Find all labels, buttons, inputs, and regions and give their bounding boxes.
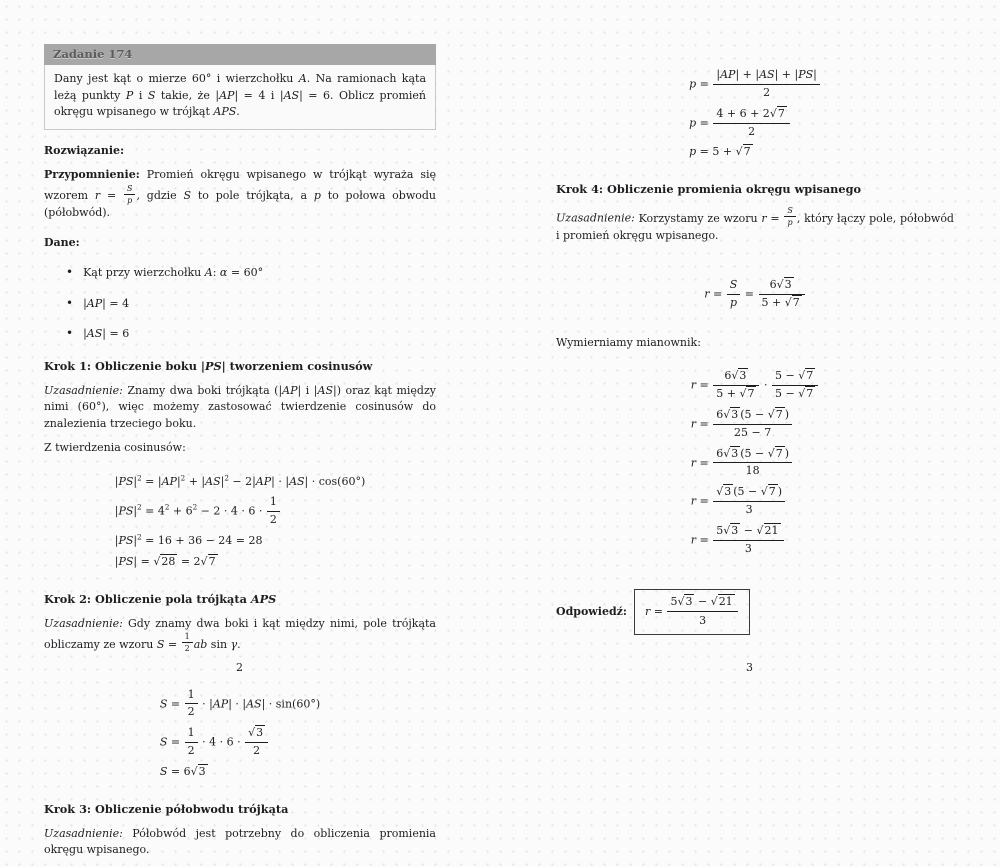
math-line: S = $\frac{1}{2}$ · |AP| · |AS| · sin(60°): [159, 687, 321, 719]
math-line: r = $\frac{6√3 (5 - √7 )}{18}$: [691, 447, 819, 480]
step2-math-block: [44, 682, 436, 786]
task-box: [44, 44, 436, 130]
step1-justification: [44, 383, 436, 433]
math-line: r = $\frac{6√3 (5 - √7 )}{25 - 7}$: [691, 408, 819, 441]
page-3: [556, 50, 954, 646]
list-item: • Kąt przy wierzchołku A: α = 60°: [66, 263, 436, 282]
step1-heading: Krok 1: Obliczenie boku |PS| tworzeniem cosinusów: [44, 358, 373, 373]
math-line: $|PS|^2 = 16 + 36 - 24 = 28$: [114, 532, 263, 548]
math-line: |PS| = √28 = 2√7: [114, 554, 216, 568]
justification-label: Uzasadnienie:: [44, 616, 123, 630]
answer-box: r = $\frac{5√3 - √21}{3}$: [634, 589, 750, 635]
math-line: S = $\frac{1}{2}$ · 4 · 6 · $\frac{√3}{2}$: [160, 726, 320, 759]
math-line: $|PS|^2 = |AP|^2 + |AS|^2 - 2|AP| \cdot |AS| \cdot \cos(60^\circ)$: [114, 472, 366, 488]
step4-heading: Krok 4: Obliczenie promienia okręgu wpisanego: [556, 182, 862, 197]
justification-label: Uzasadnienie:: [44, 383, 123, 397]
step1-math-block: [44, 469, 436, 576]
solution-heading: Rozwiązanie:: [44, 143, 125, 157]
math-line: p = 5 + √7: [689, 145, 751, 159]
math-line: p = $\frac{4 + 6 + 2√7}{2}$: [689, 107, 821, 140]
step2-justification: [44, 616, 436, 654]
justification-label: Uzasadnienie:: [556, 211, 635, 225]
reminder-text: Promień okręgu wpisanego w trójkąt wyraża się wzorem r = $\frac{S}{p}$ , gdzie S to pole trójkąta, a p to połowa obwodu (półobwód).: [44, 168, 437, 220]
step3-justification: [44, 826, 436, 859]
math-line: S = 6√3: [159, 764, 206, 778]
math-line: r = $\frac{√3 (5 - √7 )}{3}$: [691, 485, 819, 518]
data-list: [44, 263, 436, 343]
step1-intro: Z twierdzenia cosinusów:: [44, 441, 186, 455]
step3-heading: Krok 3: Obliczenie półobwodu trójkąta: [44, 801, 289, 816]
reminder-label: Przypomnienie:: [44, 168, 140, 182]
step2-heading: Krok 2: Obliczenie pola trójkąta APS: [44, 591, 277, 606]
data-heading: Dane:: [44, 235, 80, 249]
math-line: r = $\frac{5√3 - √21}{3}$: [691, 524, 819, 557]
answer-row: [556, 589, 954, 635]
math-line: $|PS|^2 = 4^2 + 6^2 - 2 \cdot 4 \cdot 6$ · $\frac{1}{2}$: [115, 495, 366, 528]
semiperimeter-math-block: [556, 62, 954, 166]
math-line: r = $\frac{6√3}{5 + √7}$ · $\frac{5 - √7}{5 - √7}$: [691, 369, 819, 402]
task-statement: Dany jest kąt o mierze 60° i wierzchołku A. Na ramionach kąta leżą punkty P i S takie, że |AP| = 4 i |AS| = 6. Oblicz promień okręgu wpisanego w trójkąt APS.: [44, 65, 436, 130]
rationalize-heading: Wymierniamy mianownik:: [556, 335, 701, 349]
list-item: • |AP| = 4: [66, 294, 436, 313]
rationalize-math-block: [556, 363, 954, 562]
task-header: Zadanie 174: [44, 44, 436, 65]
page-2: [44, 44, 436, 867]
step4-justification: [556, 206, 954, 244]
math-line: p = $\frac{|AP| + |AS| + |PS|}{2}$: [689, 68, 821, 101]
answer-label: Odpowiedź:: [556, 604, 627, 618]
page-number-2: 2: [236, 661, 243, 674]
page-number-3: 3: [746, 661, 753, 674]
radius-math-block: [556, 272, 954, 317]
justification-text: Znamy dwa boki trójkąta (|AP| i |AS|) oraz kąt między nimi (60°), więc możemy zastosować twierdzenie cosinusów do znalezienia trzeciego boku.: [44, 383, 436, 430]
justification-text: Korzystamy ze wzoru r = $\frac{S}{p}$ , który łączy pole, półobwód i promień okręgu wpisanego.: [556, 206, 954, 242]
justification-text: Półobwód jest potrzebny do obliczenia promienia okręgu wpisanego.: [44, 826, 436, 857]
math-line: r = $\frac{S}{p}$ = $\frac{6√3}{5 + √7}$: [704, 278, 805, 311]
justification-text: Gdy znamy dwa boki i kąt między nimi, pole trójkąta obliczamy ze wzoru S = $\frac{1}{2}$ ab sin γ.: [44, 616, 436, 654]
reminder-paragraph: [44, 167, 436, 221]
justification-label: Uzasadnienie:: [44, 826, 123, 840]
list-item: • |AS| = 6: [66, 324, 436, 343]
